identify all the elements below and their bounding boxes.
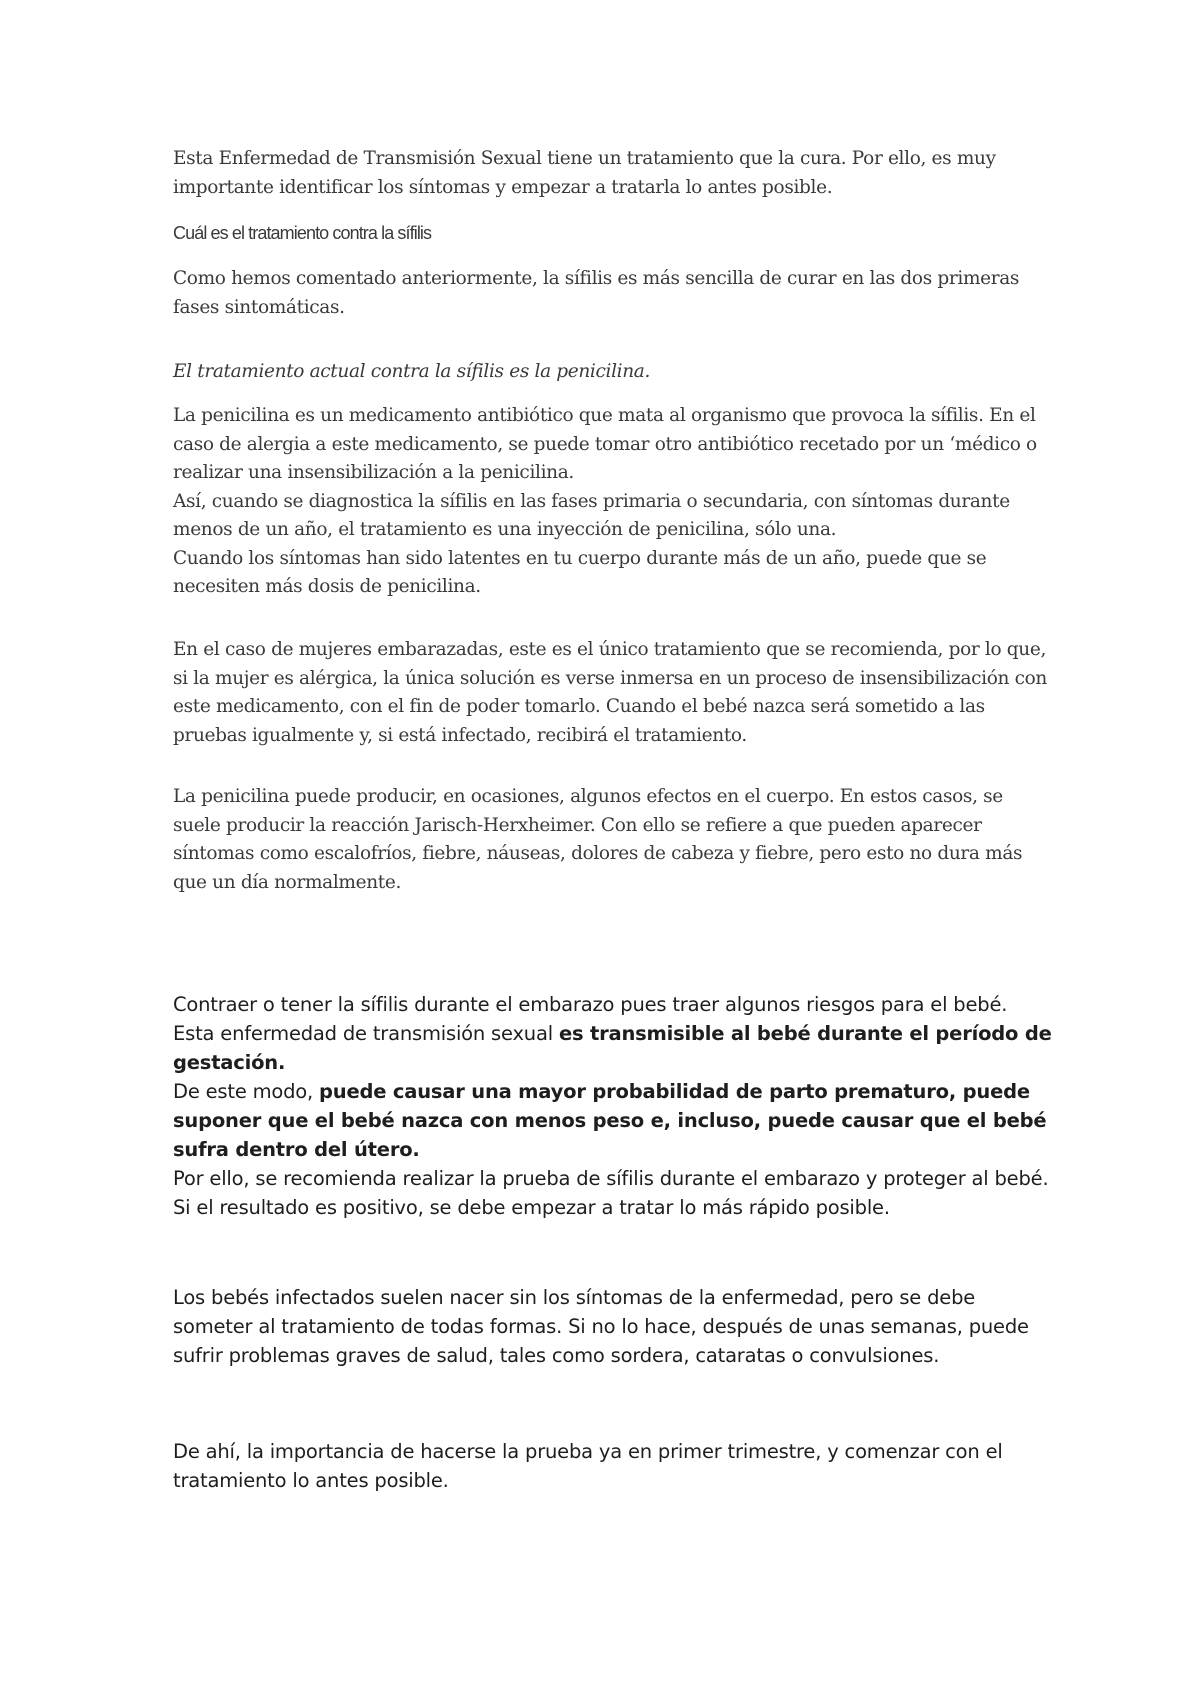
recommendation-text: Por ello, se recomienda realizar la prueba de sífilis durante el embarazo y proteger al bebé. Si el resultado es positivo, se debe empezar a tratar lo más rápido posible. <box>173 1167 1049 1219</box>
paragraph-penicillin <box>173 402 1053 602</box>
consequences-normal: De este modo, <box>173 1080 320 1103</box>
risks-normal: Contraer o tener la sífilis durante el embarazo pues traer algunos riesgos para el bebé. Esta enfermedad de transmisión sexual <box>173 993 1008 1045</box>
infected-babies-text: Los bebés infectados suelen nacer sin los síntomas de la enfermedad, pero se debe someter al tratamiento de todas formas. Si no lo hace, después de unas semanas, puede sufrir problemas graves de salud, tales como sordera, cataratas o convulsiones. <box>173 1286 1029 1367</box>
paragraph-infected-babies <box>173 1283 1053 1370</box>
conclusion-text: De ahí, la importancia de hacerse la prueba ya en primer trimestre, y comenzar con el tratamiento lo antes posible. <box>173 1440 1003 1492</box>
risks-text-a <box>173 990 1053 1077</box>
penicillin-text-c: Cuando los síntomas han sido latentes en tu cuerpo durante más de un año, puede que se necesiten más dosis de penicilina. <box>173 547 987 597</box>
phases-text: Como hemos comentado anteriormente, la sífilis es más sencilla de curar en las dos primeras fases sintomáticas. <box>173 268 1020 318</box>
paragraph-risks <box>173 990 1053 1222</box>
pregnant-text: En el caso de mujeres embarazadas, este es el único tratamiento que se recomienda, por lo que, si la mujer es alérgica, la única solución es verse inmersa en un proceso de insensibilización con este medicamento, con el fin de poder tomarlo. Cuando el bebé nazca será sometido a las pruebas igualmente y, si está infectado, recibirá el tratamiento. <box>173 639 1047 746</box>
paragraph-phases <box>173 265 1053 322</box>
risks-text-b <box>173 1077 1053 1164</box>
side-effects-text: La penicilina puede producir, en ocasiones, algunos efectos en el cuerpo. En estos casos, se suele producir la reacción Jarisch-Herxheimer. Con ello se refiere a que pueden aparecer síntomas como escalofríos, fiebre, náuseas, dolores de cabeza y fiebre, pero esto no dura más que un día normalmente. <box>173 786 1023 893</box>
section-heading: Cuál es el tratamiento contra la sífilis <box>173 223 432 243</box>
penicillin-text-a: La penicilina es un medicamento antibiótico que mata al organismo que provoca la sífilis. En el caso de alergia a este medicamento, se puede tomar otro antibiótico recetado por un ‘médico o realizar una insensibilización a la penicilina. <box>173 405 1037 483</box>
paragraph-conclusion <box>173 1437 1053 1495</box>
penicillin-text-b: Así, cuando se diagnostica la sífilis en las fases primaria o secundaria, con síntomas durante menos de un año, el tratamiento es una inyección de penicilina, sólo una. <box>173 490 1010 540</box>
italic-text: El tratamiento actual contra la sífilis es la penicilina. <box>173 361 650 382</box>
risks-bold: es transmisible al bebé durante el período de gestación. <box>173 1022 1052 1074</box>
intro-text: Esta Enfermedad de Transmisión Sexual tiene un tratamiento que la cura. Por ello, es muy importante identificar los síntomas y empezar a tratarla lo antes posible. <box>173 148 996 198</box>
paragraph-side-effects <box>173 783 1053 897</box>
consequences-bold: puede causar una mayor probabilidad de parto prematuro, puede suponer que el bebé nazca con menos peso e, incluso, puede causar que el bebé sufra dentro del útero. <box>173 1080 1047 1161</box>
italic-statement <box>173 358 1053 387</box>
intro-paragraph <box>173 145 1053 202</box>
paragraph-pregnant <box>173 636 1053 750</box>
